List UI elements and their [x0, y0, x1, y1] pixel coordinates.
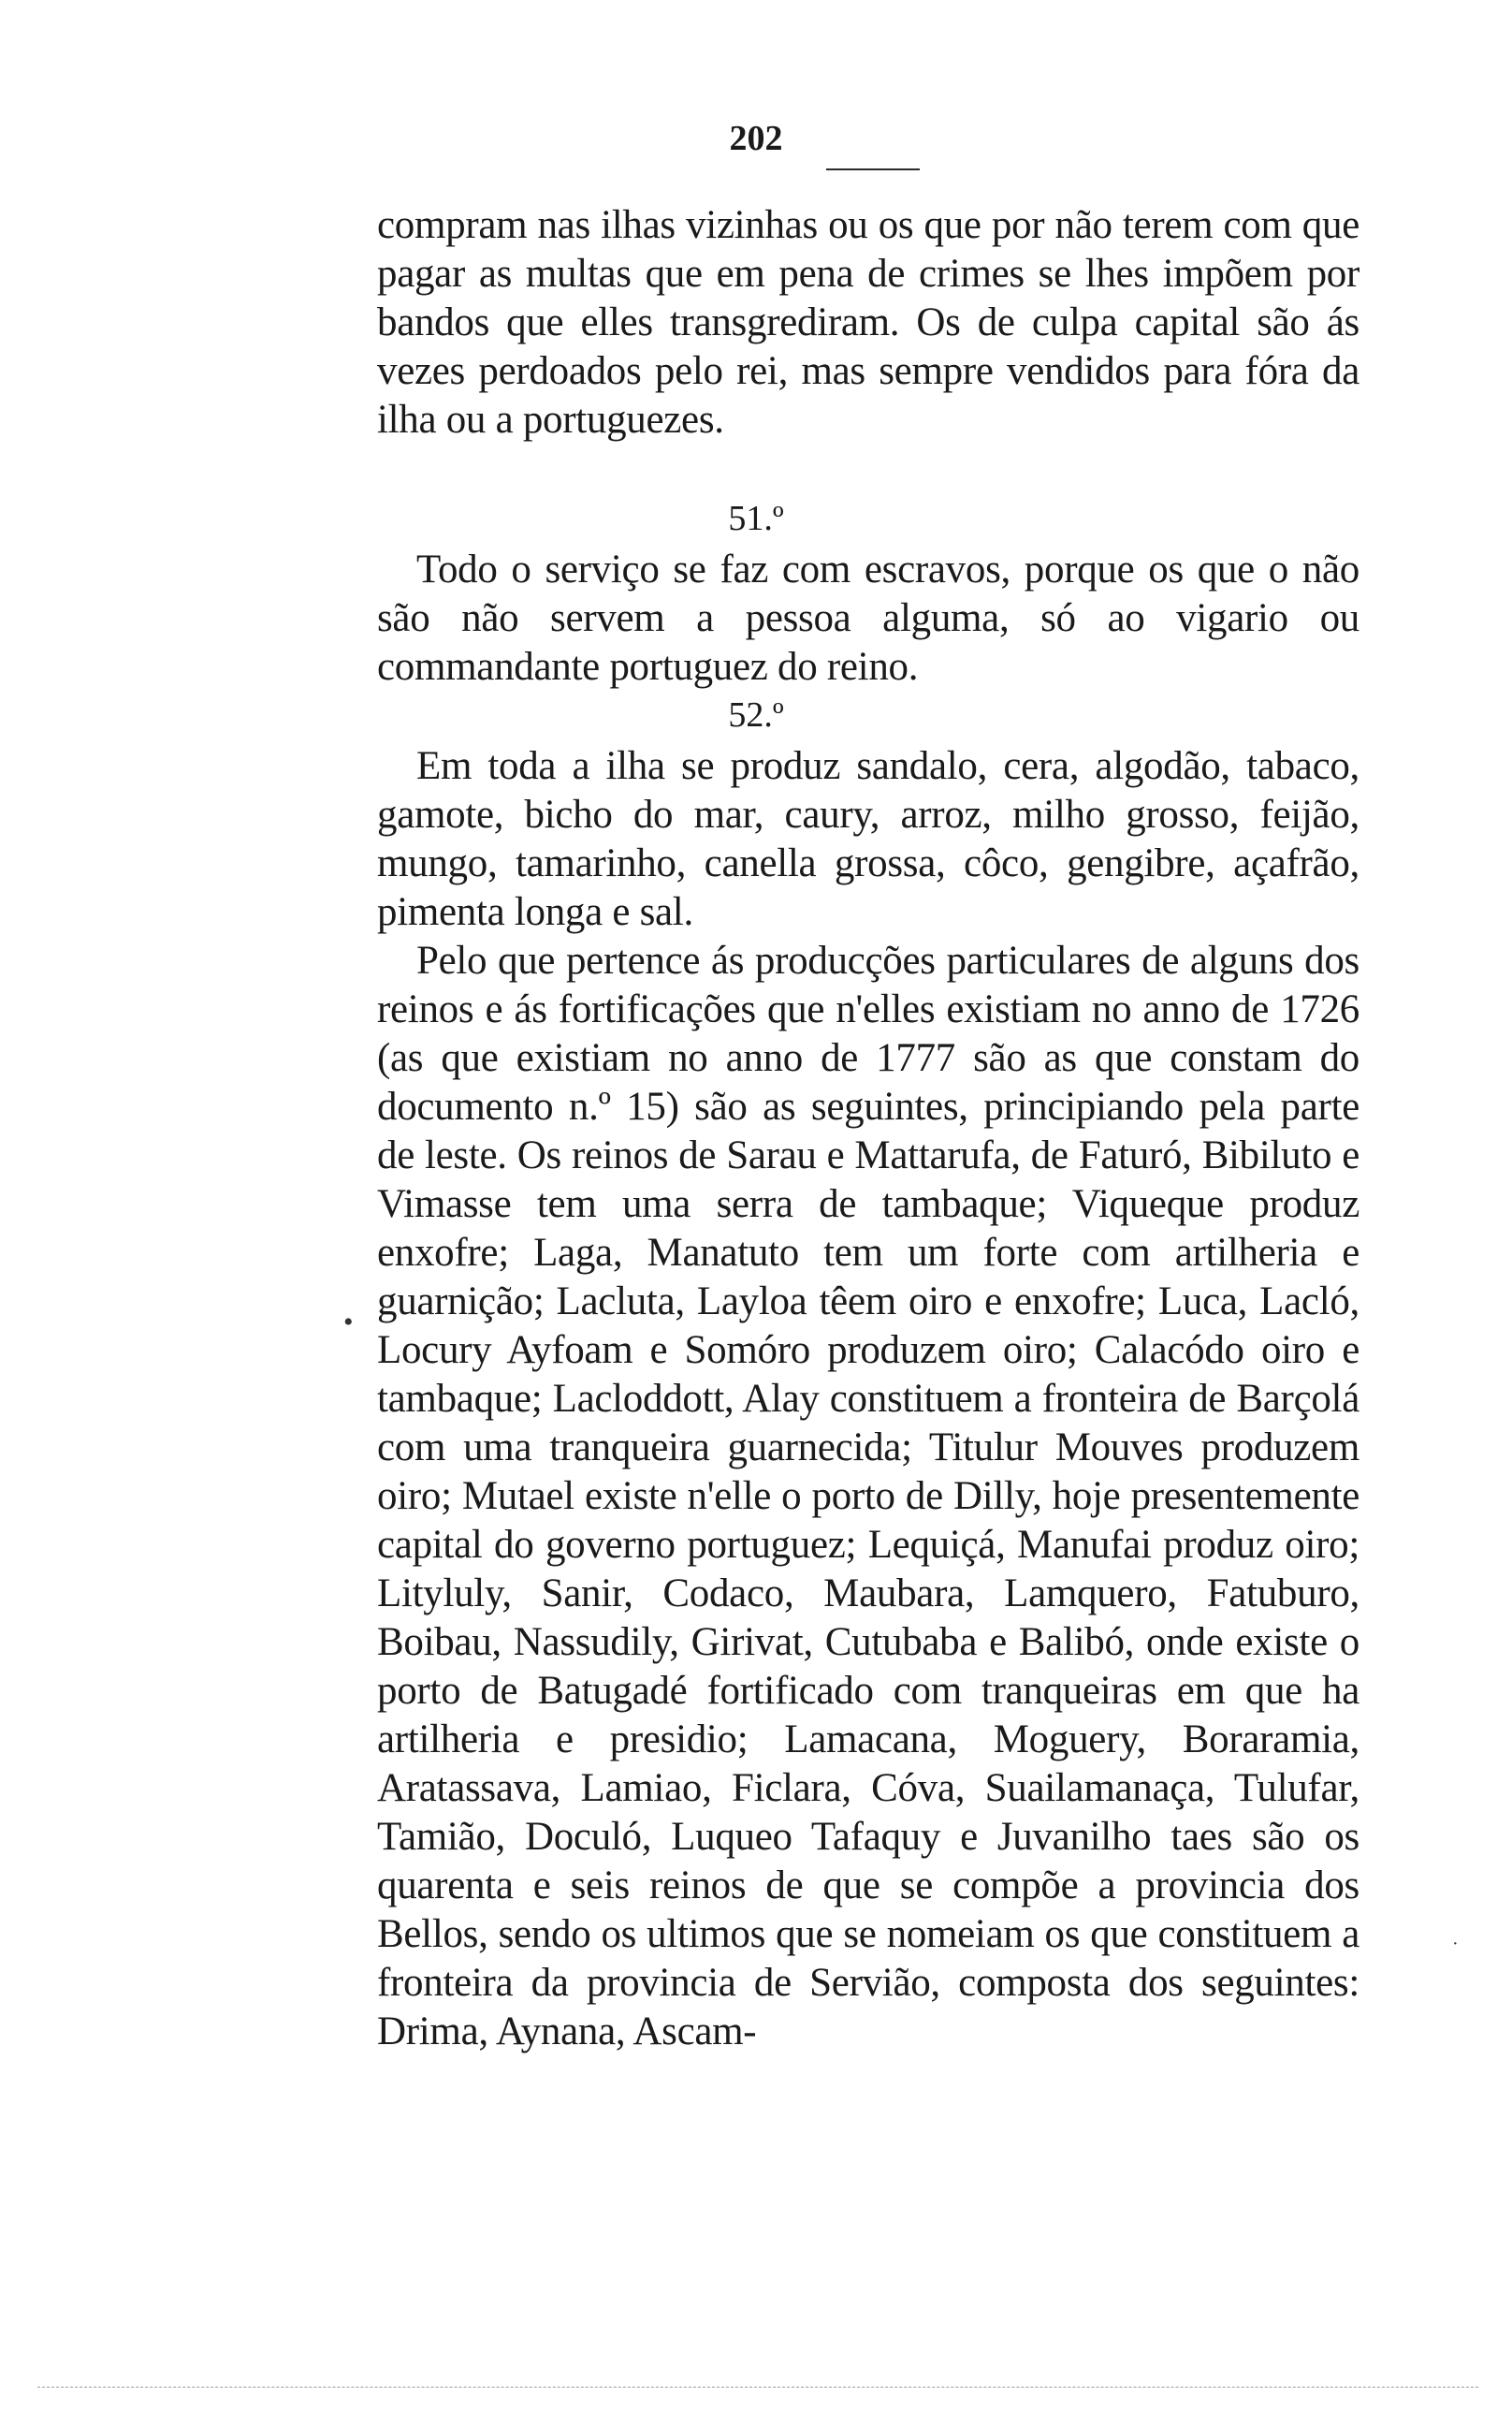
- print-speck: ·: [1452, 1934, 1459, 1954]
- paragraph-section-51: [377, 546, 1359, 692]
- print-speck: •: [343, 1307, 354, 1337]
- paragraph-text: compram nas ilhas vizinhas ou os que por não terem com que pagar as multas que em pena de crimes se lhes impõem por bandos que elles transgrediram. Os de culpa capital são ás vezes perdoados pelo rei, mas sempre vendidos para fóra da ilha ou a portuguezes.: [377, 203, 1359, 442]
- page-number-rule: [826, 168, 920, 170]
- page-number: 202: [729, 119, 783, 158]
- section-number-51: 51.º: [728, 499, 784, 538]
- paragraph-text: Em toda a ilha se produz sandalo, cera, algodão, tabaco, gamote, bicho do mar, caury, arroz, milho grosso, feijão, mungo, tamarinho, canella grossa, côco, gengibre, açafrão, pimenta longa e sal.: [377, 744, 1359, 934]
- paragraph-text: Pelo que pertence ás producções particulares de alguns dos reinos e ás fortificações que n'elles existiam no anno de 1726 (as que existiam no anno de 1777 são as que constam do documento n.º 15) são as seguintes, principiando pela parte de leste. Os reinos de Sarau e Mattarufa, de Faturó, Bibiluto e Vimasse tem uma serra de tambaque; Viqueque produz enxofre; Laga, Manatuto tem um forte com artilheria e guarnição; Lacluta, Layloa têem oiro e enxofre; Luca, Lacló, Locury Ayfoam e Somóro produzem oiro; Calacódo oiro e tambaque; Lacloddott, Alay constituem a fronteira de Barçolá com uma tranqueira guarnecida; Titulur Mouves produzem oiro; Mutael existe n'elle o porto de Dilly, hoje presentemente capital do governo portuguez; Lequiçá, Manufai produz oiro; Lityluly, Sanir, Codaco, Maubara, Lamquero, Fatuburo, Boibau, Nassudily, Girivat, Cutubaba e Balibó, onde existe o porto de Batugadé fortificado com tranqueiras em que ha artilheria e presidio; Lamacana, Moguery, Boraramia, Aratassava, Lamiao, Ficlara, Cóva, Suailamanaça, Tulufar, Tamião, Doculó, Luqueo Tafaquy e Juvanilho taes são os quarenta e seis reinos de que se compõe a provincia dos Bellos, sendo os ultimos que se nomeiam os que constituem a fronteira da provincia de Servião, composta dos seguintes: Drima, Aynana, Ascam-: [377, 939, 1359, 2053]
- paragraph-continuation: [377, 201, 1359, 445]
- section-number-52: 52.º: [728, 695, 784, 735]
- paragraph-section-52: [377, 742, 1359, 2056]
- page-bottom-edge: [37, 2387, 1478, 2388]
- paragraph-text: Todo o serviço se faz com escravos, porque os que o não são não servem a pessoa alguma, só ao vigario ou commandante portuguez do reino.: [377, 548, 1359, 689]
